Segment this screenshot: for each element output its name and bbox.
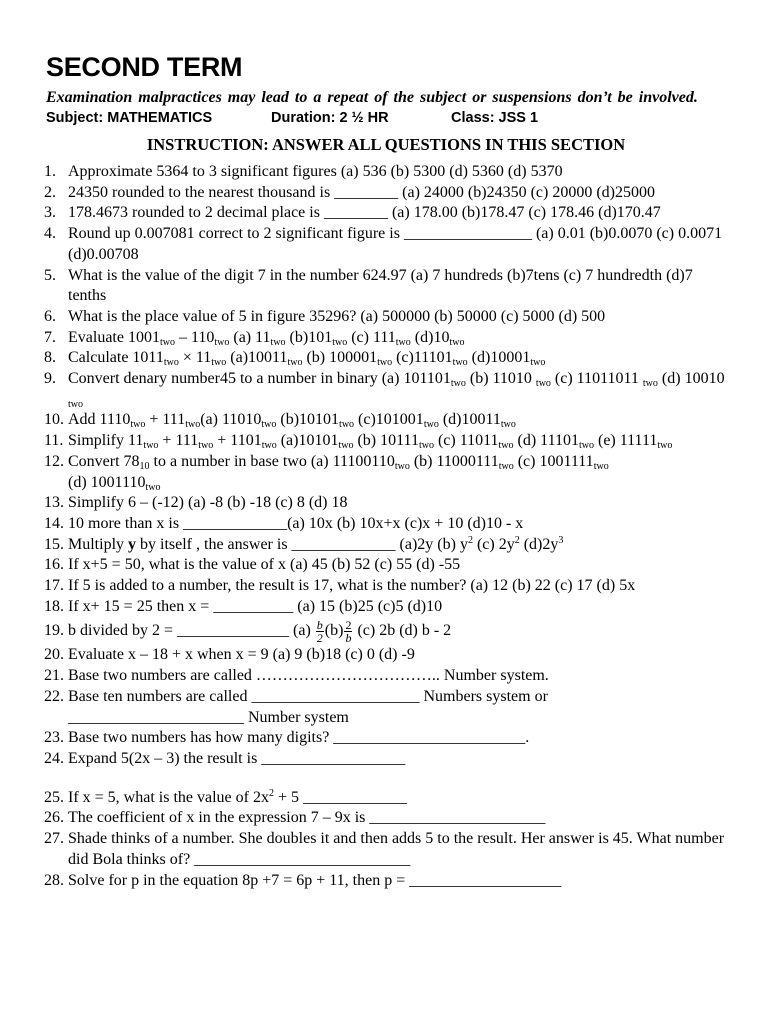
exam-meta: [46, 108, 726, 128]
fraction-b-over-2: $\frac{b}{2}$: [316, 618, 323, 646]
question-7: 7. Evaluate $1001_{two} - 110_{two}$ (a) $11_{two}$ $(b)101_{two}$ (c) $111_{two}$ $(d)10_{two}$: [44, 328, 465, 348]
question-21: 21. Base two numbers are called …………………………….. Number system.: [44, 667, 549, 685]
question-12: 12. Convert $78_{10}$ to a number in base two (a) $11100110_{two}$ (b) $11000111_{two}$ (c) $1001111_{two}$ (d) $1001110_{two}$: [44, 452, 609, 493]
question-23: 23. Base two numbers has how many digits? ________________________.: [44, 729, 530, 747]
question-16: 16. If x+5 = 50, what is the value of x (a) 45 (b) 52 (c) 55 (d) -55: [44, 556, 461, 574]
subject-label: Subject: MATHEMATICS: [46, 110, 213, 126]
question-1: 1. Approximate 5364 to 3 significant figures (a) 536 (b) 5300 (d) 5360 (d) 5370: [44, 163, 563, 180]
instruction-heading: INSTRUCTION: ANSWER ALL QUESTIONS IN THIS SECTION: [146, 135, 626, 154]
blank-gap: [46, 770, 726, 788]
fraction-2-over-b: $\frac{2}{b}$: [345, 618, 352, 646]
question-22: 22. Base ten numbers are called _____________________ Numbers system or ______________________ Number system: [44, 687, 548, 726]
question-6: 6. What is the place value of 5 in figure 35296? (a) 500000 (b) 50000 (c) 5000 (d) 500: [44, 307, 606, 325]
question-2: 2. 24350 rounded to the nearest thousand is ________ (a) 24000 (b)24350 (c) 20000 (d)25000: [44, 183, 655, 201]
question-26: 26. The coefficient of x in the expression 7 – 9x is ______________________: [44, 809, 546, 827]
question-9: 9. Convert denary number45 to a number in binary (a) $101101_{two}$ (b) 11010 $_{two}$ (c) 11011011 $_{two}$ (d) 10010 $_{two}$: [44, 370, 725, 410]
question-13: 13. Simplify 6 – (-12) (a) -8 (b) -18 (c) 8 (d) 18: [44, 494, 348, 512]
malpractice-warning: Examination malpractices may lead to a repeat of the subject or suspensions don’t be involved.: [46, 89, 698, 106]
exam-page: [46, 50, 726, 891]
question-14: 14. 10 more than x is _____________(a) 10x (b) 10x+x (c)x + 10 (d)10 - x: [44, 514, 524, 532]
question-5: 5. What is the value of the digit 7 in the number 624.97 (a) 7 hundreds (b)7tens (c) 7 hundredth (d)7 tenths: [44, 266, 693, 305]
question-list: [46, 162, 726, 891]
question-15: 15. Multiply y by itself , the answer is _____________ (a)2y (b) $y^2$ (c) $2y^2$ $(d)2y^3$: [44, 534, 564, 553]
duration-label: Duration: 2 ½ HR: [271, 110, 389, 126]
question-25: 25. If x = 5, what is the value of $2x^2 + 5$ _____________: [44, 787, 408, 806]
question-8: 8. Calculate $1011_{two} \times 11_{two}$ $(a)10011_{two}$ (b) $100001_{two}$ $(c)11101_{two}$ $(d)10001_{two}$: [44, 349, 546, 369]
question-20: 20. Evaluate x – 18 + x when x = 9 (a) 9 (b)18 (c) 0 (d) -9: [44, 646, 415, 664]
question-18: 18. If x+ 15 = 25 then x = __________ (a) 15 (b)25 (c)5 (d)10: [44, 597, 443, 615]
question-3: 3. 178.4673 rounded to 2 decimal place is ________ (a) 178.00 (b)178.47 (c) 178.46 (d)170.47: [44, 204, 661, 222]
question-17: 17. If 5 is added to a number, the result is 17, what is the number? (a) 12 (b) 22 (c) 17 (d) 5x: [44, 577, 636, 595]
question-24: 24. Expand 5(2x – 3) the result is __________________: [44, 749, 406, 767]
page-title: SECOND TERM: [46, 52, 243, 82]
question-10: 10. Add $1110_{two} + 111_{two}(a)$ $11010_{two}$ $(b)10101_{two}$ $(c)101001_{two}$ $(d)10011_{two}$: [44, 411, 516, 431]
class-label: Class: JSS 1: [451, 110, 539, 126]
question-11: 11. Simplify $11_{two} + 111_{two} + 1101_{two}$ $(a)10101_{two}$ (b) $10111_{two}$ (c) $11011_{two}$ (d) $11101_{two}$ (e) $11111_{two}$: [44, 432, 673, 452]
question-19: 19. b divided by 2 = ______________ (a) $\frac{b}{2}$ (b) $\frac{2}{b}$ (c) 2b (d) b - 2: [44, 618, 452, 646]
question-4: 4. Round up 0.007081 correct to 2 significant figure is ________________ (a) 0.01 (b)0.0070 (c) 0.0071 (d)0.00708: [44, 225, 723, 263]
question-27: 27. Shade thinks of a number. She doubles it and then adds 5 to the result. Her answer is 45. What number did Bola thinks of? ___________________________: [44, 830, 725, 868]
question-28: 28. Solve for p in the equation 8p +7 = 6p + 11, then p = ___________________: [44, 871, 562, 889]
